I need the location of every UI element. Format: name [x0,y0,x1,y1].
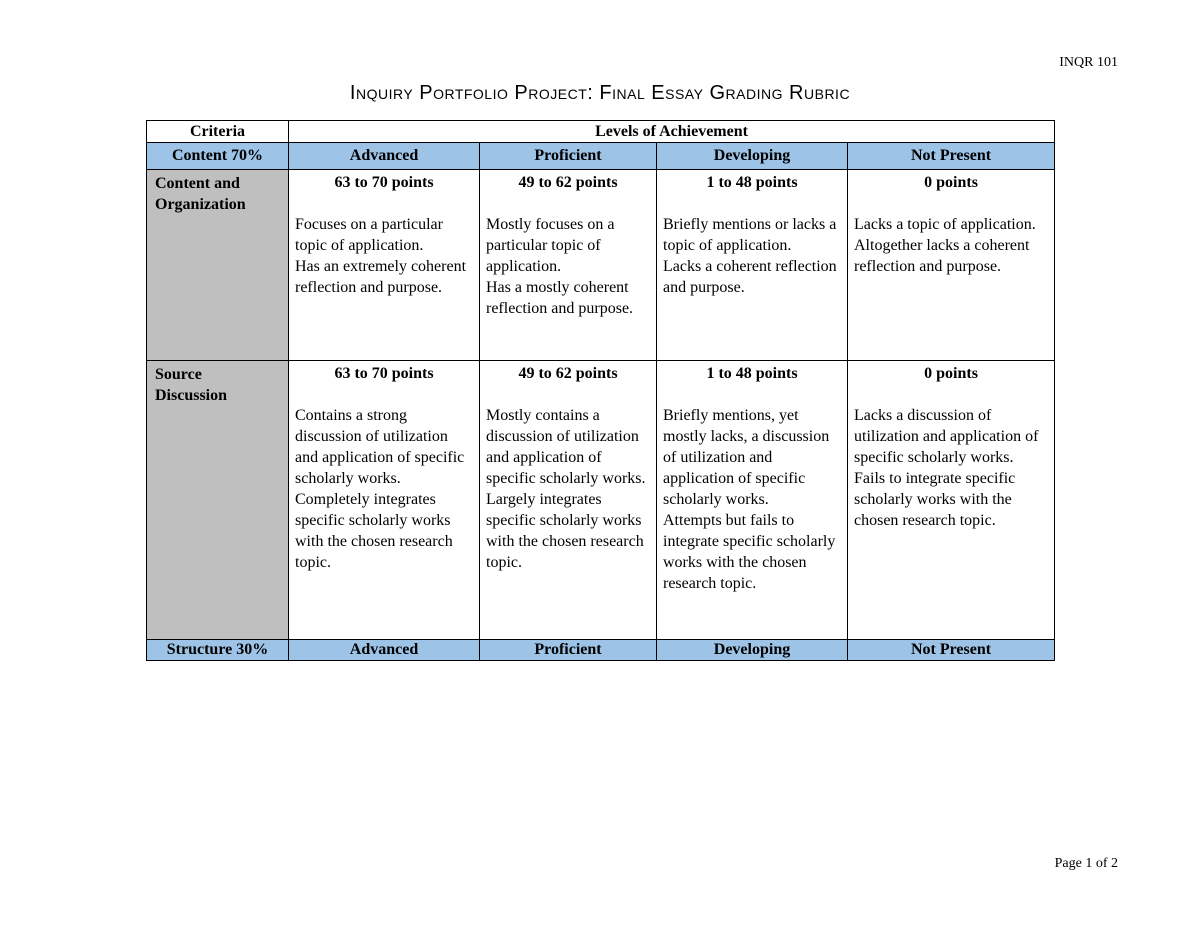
page-title: Inquiry Portfolio Project: Final Essay Grading Rubric [349,82,851,104]
level-header-developing: Developing [657,640,848,661]
table-row [147,361,1055,640]
criterion-label: Content and Organization [147,170,289,361]
cell-description: Lacks a discussion of utilization and application of specific scholarly works. Fails to integrate specific scholarly works with the chosen research topic. [854,407,1039,529]
cell-description: Contains a strong discussion of utilization and application of specific scholarly works. Completely integrates specific scholarly works with the chosen research topic. [295,407,465,571]
table-row [147,170,1055,361]
cell-description: Lacks a topic of application. Altogether lacks a coherent reflection and purpose. [854,216,1036,275]
section-label: Structure 30% [147,640,289,661]
page-number: Page 1 of 2 [1054,856,1118,871]
criterion-label: Source Discussion [147,361,289,640]
rubric-cell [289,361,480,640]
cell-description: Mostly contains a discussion of utilization and application of specific scholarly works. Largely integrates specific scholarly works with the chosen research topic. [486,407,646,571]
points-range: 1 to 48 points [706,174,798,191]
points-range: 49 to 62 points [518,174,618,191]
cell-description: Focuses on a particular topic of application. Has an extremely coherent reflection and purpose. [295,216,467,296]
cell-description: Briefly mentions or lacks a topic of application. Lacks a coherent reflection and purpose. [663,216,837,296]
level-header-advanced: Advanced [289,640,480,661]
points-range: 63 to 70 points [334,365,434,382]
rubric-cell [289,170,480,361]
table-header-row [147,121,1055,143]
section-label: Content 70% [147,143,289,170]
rubric-cell [848,361,1055,640]
structure-section-row [147,640,1055,661]
rubric-cell [848,170,1055,361]
rubric-cell [480,170,657,361]
level-header-not-present: Not Present [848,143,1055,170]
points-range: 49 to 62 points [518,365,618,382]
points-range: 0 points [924,174,978,191]
rubric-cell [657,170,848,361]
rubric-cell [657,361,848,640]
content-section-row [147,143,1055,170]
course-code: INQR 101 [1059,55,1118,70]
level-header-advanced: Advanced [289,143,480,170]
cell-description: Mostly focuses on a particular topic of application. Has a mostly coherent reflection and purpose. [486,216,634,317]
levels-header: Levels of Achievement [289,121,1055,143]
cell-description: Briefly mentions, yet mostly lacks, a discussion of utilization and application of specific scholarly works. Attempts but fails to integrate specific scholarly works with the chosen research topic. [663,407,836,592]
points-range: 1 to 48 points [706,365,798,382]
criteria-header: Criteria [147,121,289,143]
level-header-developing: Developing [657,143,848,170]
points-range: 63 to 70 points [334,174,434,191]
level-header-proficient: Proficient [480,143,657,170]
points-range: 0 points [924,365,978,382]
level-header-proficient: Proficient [480,640,657,661]
rubric-cell [480,361,657,640]
rubric-table [146,120,1055,661]
level-header-not-present: Not Present [848,640,1055,661]
